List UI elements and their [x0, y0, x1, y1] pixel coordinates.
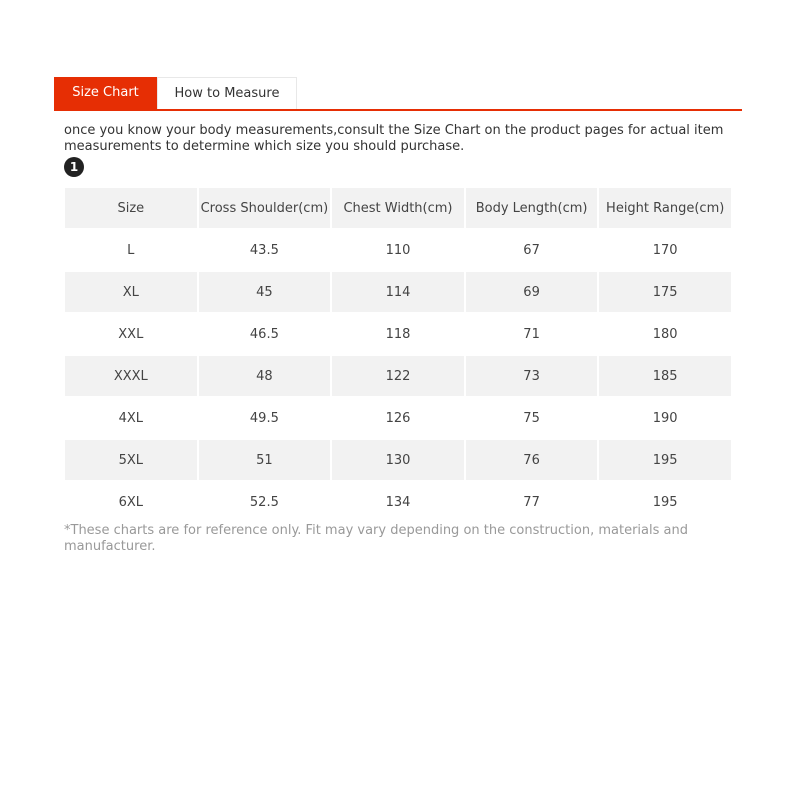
cell-chest-width: 110 — [332, 230, 464, 270]
cell-height-range: 195 — [599, 440, 731, 480]
cell-size: 6XL — [65, 482, 197, 522]
cell-chest-width: 130 — [332, 440, 464, 480]
cell-chest-width: 114 — [332, 272, 464, 312]
cell-body-length: 69 — [466, 272, 598, 312]
column-header-height-range: Height Range(cm) — [599, 188, 731, 228]
cell-size: XL — [65, 272, 197, 312]
table-row — [65, 440, 731, 480]
cell-cross-shoulder: 49.5 — [199, 398, 331, 438]
table-row — [65, 398, 731, 438]
intro-text: once you know your body measurements,consult the Size Chart on the product pages for actual item measurements to determine which size you should purchase. — [64, 123, 724, 154]
cell-body-length: 73 — [466, 356, 598, 396]
table-header-row — [65, 188, 731, 228]
cell-chest-width: 134 — [332, 482, 464, 522]
cell-height-range: 175 — [599, 272, 731, 312]
table-row — [65, 482, 731, 522]
table-row — [65, 230, 731, 270]
cell-height-range: 180 — [599, 314, 731, 354]
cell-cross-shoulder: 51 — [199, 440, 331, 480]
tab-size-chart[interactable]: Size Chart — [54, 77, 157, 109]
disclaimer-footnote: *These charts are for reference only. Fit may vary depending on the construction, materials and manufacturer. — [64, 523, 688, 554]
column-header-chest-width: Chest Width(cm) — [332, 188, 464, 228]
tab-how-to-measure[interactable]: How to Measure — [157, 77, 297, 109]
step-number-badge: 1 — [64, 157, 84, 177]
tab-bar — [54, 77, 742, 111]
cell-chest-width: 122 — [332, 356, 464, 396]
cell-size: 5XL — [65, 440, 197, 480]
cell-height-range: 195 — [599, 482, 731, 522]
cell-height-range: 170 — [599, 230, 731, 270]
cell-chest-width: 126 — [332, 398, 464, 438]
table-row — [65, 272, 731, 312]
cell-height-range: 190 — [599, 398, 731, 438]
cell-body-length: 75 — [466, 398, 598, 438]
table-row — [65, 314, 731, 354]
size-table — [63, 186, 733, 524]
cell-cross-shoulder: 48 — [199, 356, 331, 396]
cell-size: L — [65, 230, 197, 270]
cell-size: XXL — [65, 314, 197, 354]
cell-size: 4XL — [65, 398, 197, 438]
cell-body-length: 71 — [466, 314, 598, 354]
cell-cross-shoulder: 46.5 — [199, 314, 331, 354]
column-header-size: Size — [65, 188, 197, 228]
cell-chest-width: 118 — [332, 314, 464, 354]
cell-cross-shoulder: 43.5 — [199, 230, 331, 270]
cell-cross-shoulder: 45 — [199, 272, 331, 312]
column-header-body-length: Body Length(cm) — [466, 188, 598, 228]
table-row — [65, 356, 731, 396]
cell-height-range: 185 — [599, 356, 731, 396]
cell-body-length: 77 — [466, 482, 598, 522]
cell-body-length: 67 — [466, 230, 598, 270]
column-header-cross-shoulder: Cross Shoulder(cm) — [199, 188, 331, 228]
cell-size: XXXL — [65, 356, 197, 396]
cell-cross-shoulder: 52.5 — [199, 482, 331, 522]
cell-body-length: 76 — [466, 440, 598, 480]
